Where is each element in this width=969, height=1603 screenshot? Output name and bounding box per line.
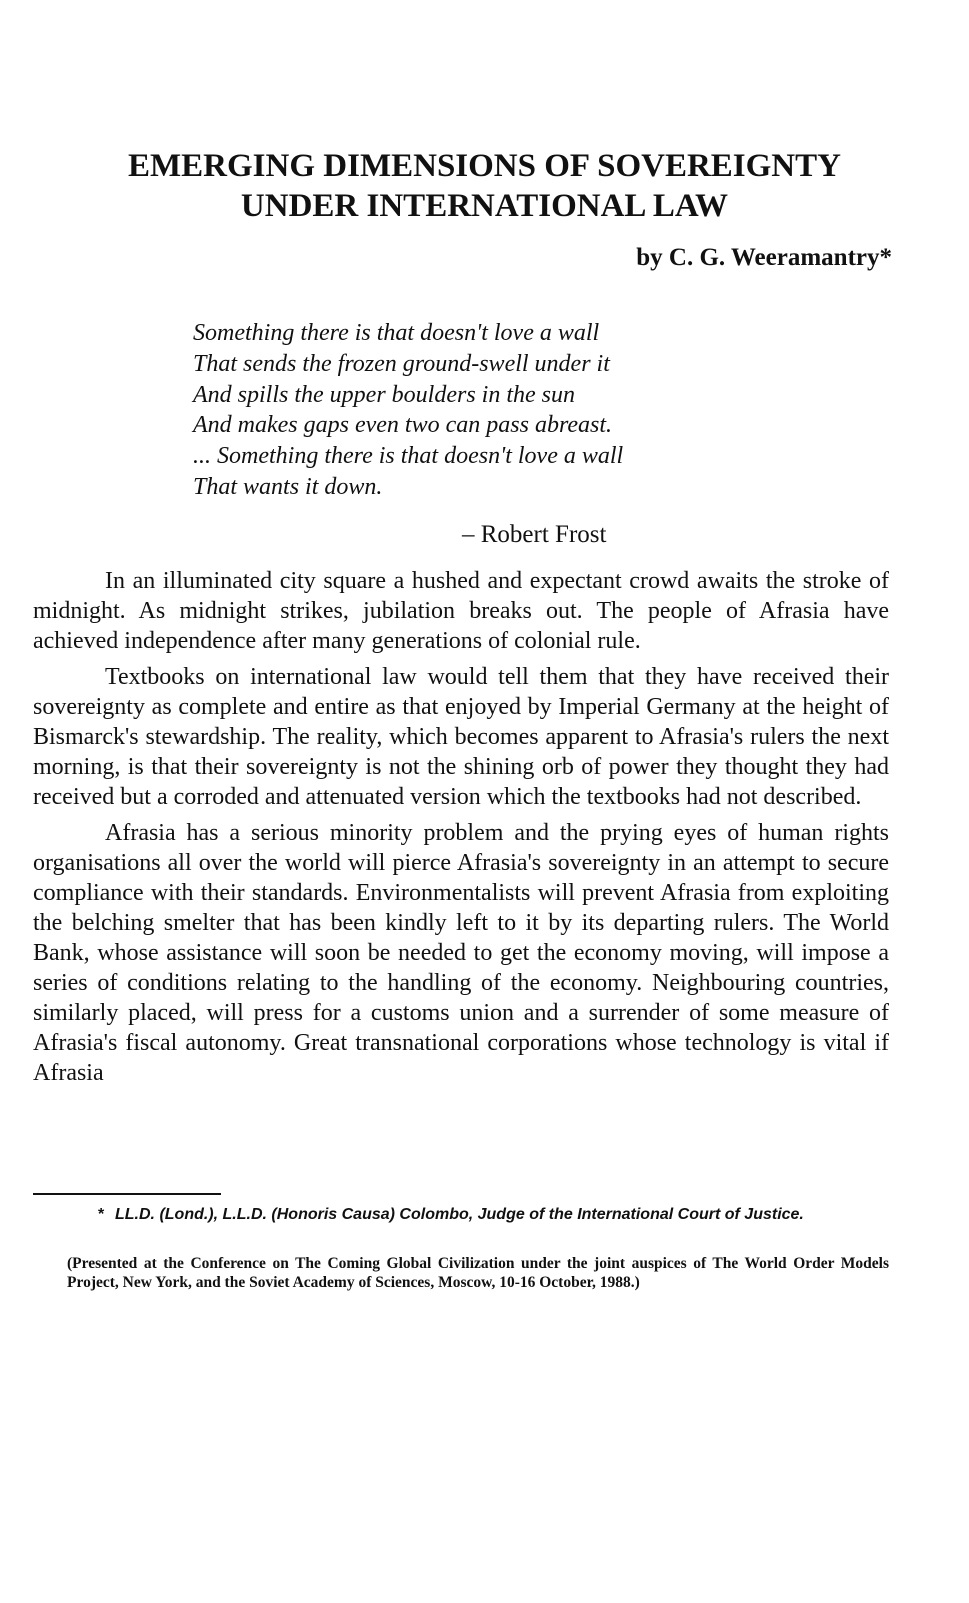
body-text [33,566,889,1094]
article-title [30,146,939,226]
presentation-note: (Presented at the Conference on The Coming Global Civilization under the joint auspices of The World Order Models Project, New York, and the Soviet Academy of Sciences, Moscow, 10-16 October, 1988.) [67,1255,889,1291]
epigraph-attribution: – Robert Frost [462,521,607,548]
epigraph-line: And spills the upper boulders in the sun [193,381,575,408]
epigraph-line: That wants it down. [193,473,383,500]
title-line-2: UNDER INTERNATIONAL LAW [240,188,729,224]
epigraph-line: ... Something there is that doesn't love a wall [193,443,624,470]
body-paragraph-3: Afrasia has a serious minority problem and the prying eyes of human rights organisations all over the world will pierce Afrasia's sovereignty in an attempt to secure compliance with their standards. Environmentalists will prevent Afrasia from exploiting the belching smelter that has been kindly left to it by its departing rulers. The World Bank, whose assistance will soon be needed to get the economy moving, will impose a series of conditions relating to the handling of the economy. Neighbouring countries, similarly placed, will press for a customs union and a surrender of some measure of Afrasia's fiscal autonomy. Great transnational corporations whose technology is vital if Afrasia [33,820,889,1086]
epigraph-line: Something there is that doesn't love a wall [193,320,600,346]
epigraph-line: That sends the frozen ground-swell under it [193,350,610,377]
body-paragraph-2: Textbooks on international law would tell them that they have received their sovereignty as complete and entire as that enjoyed by Imperial Germany at the height of Bismarck's stewardship. The reality, which becomes apparent to Afrasia's rulers the next morning, is that their sovereignty is not the shining orb of power they thought they had received but a corroded and attenuated version which the textbooks had not described. [33,664,889,810]
footnote-divider [33,1193,221,1195]
author-footnote [98,1206,885,1223]
author-footnote-text: LL.D. (Lond.), L.L.D. (Honoris Causa) Colombo, Judge of the International Court of Justice. [115,1206,804,1223]
body-paragraph-1: In an illuminated city square a hushed and expectant crowd awaits the stroke of midnight. As midnight strikes, jubilation breaks out. The people of Afrasia have achieved independence after many generations of colonial rule. [33,568,889,654]
author-byline: by C. G. Weeramantry* [636,244,892,271]
footnote-marker: * [98,1206,105,1223]
epigraph-line: And makes gaps even two can pass abreast. [193,412,613,439]
title-line-1: EMERGING DIMENSIONS OF SOVEREIGNTY [128,148,841,184]
epigraph [193,318,623,503]
